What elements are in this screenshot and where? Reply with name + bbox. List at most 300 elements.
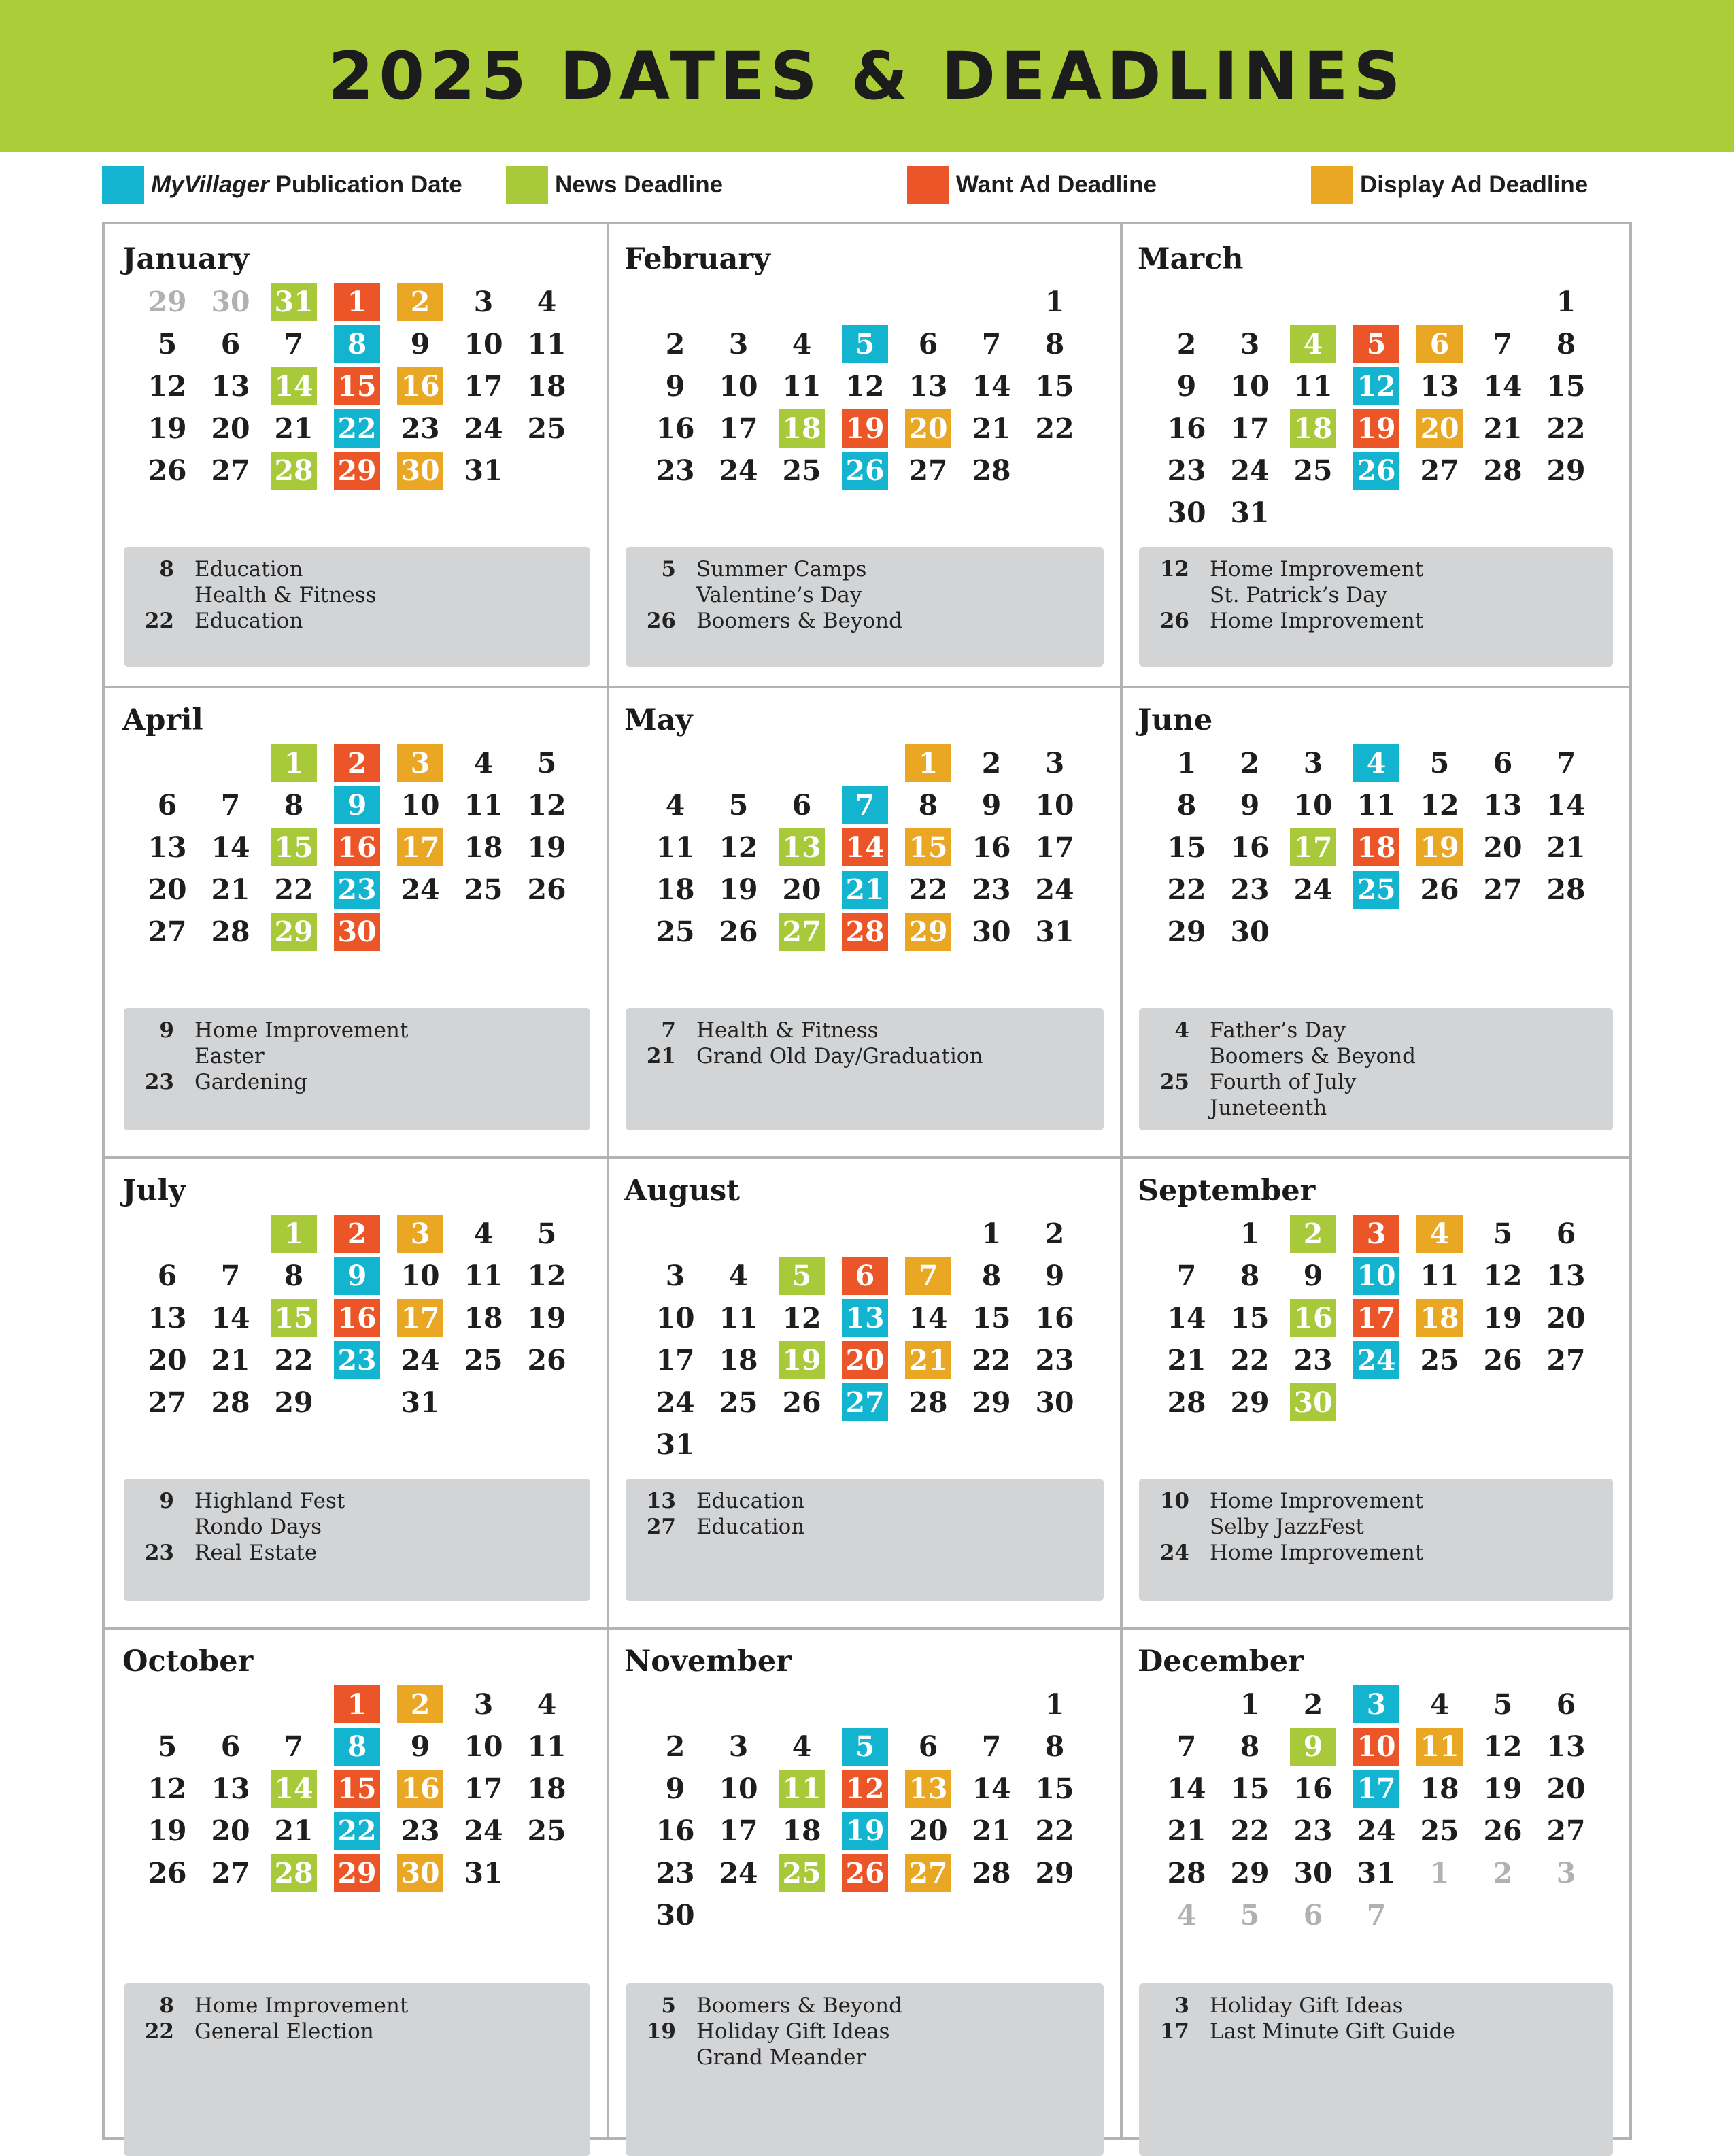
day-cell: 9 bbox=[410, 328, 430, 360]
day-cell: 26 bbox=[1483, 1344, 1523, 1377]
day-cell: 21 bbox=[972, 1815, 1011, 1847]
day-cell: 26 bbox=[1420, 873, 1459, 906]
day-display-date: 1 bbox=[905, 744, 951, 782]
note-row bbox=[1139, 1017, 1613, 1043]
day-cell: 14 bbox=[972, 370, 1011, 403]
note-text: Boomers & Beyond bbox=[696, 609, 902, 633]
day-display-date: 7 bbox=[905, 1257, 951, 1295]
day-cell: 3 bbox=[1303, 747, 1323, 779]
day-cell: 7 bbox=[981, 1730, 1002, 1763]
day-news-date: 27 bbox=[779, 913, 825, 951]
day-cell: 4 bbox=[537, 286, 557, 318]
day-pub-date: 12 bbox=[1353, 367, 1399, 405]
day-cell: 5 bbox=[537, 747, 557, 779]
day-cell: 23 bbox=[1293, 1815, 1333, 1847]
day-cell: 21 bbox=[274, 412, 313, 445]
day-display-date: 19 bbox=[1416, 828, 1463, 866]
day-display-date: 27 bbox=[905, 1854, 951, 1892]
day-news-date: 18 bbox=[779, 409, 825, 448]
legend-swatch bbox=[506, 166, 548, 204]
legend-swatch bbox=[102, 166, 144, 204]
day-cell: 20 bbox=[148, 873, 187, 906]
day-cell: 21 bbox=[972, 412, 1011, 445]
day-cell: 20 bbox=[211, 1815, 250, 1847]
day-cell: 25 bbox=[527, 1815, 566, 1847]
day-news-date: 1 bbox=[271, 744, 317, 782]
day-cell: 23 bbox=[1167, 454, 1206, 487]
month-name: March bbox=[1138, 242, 1244, 276]
day-cell: 31 bbox=[464, 1857, 503, 1889]
day-cell: 26 bbox=[527, 873, 566, 906]
day-cell: 8 bbox=[1556, 328, 1576, 360]
day-cell: 1 bbox=[1556, 286, 1576, 318]
legend-swatch bbox=[907, 166, 949, 204]
day-cell: 16 bbox=[656, 1815, 695, 1847]
day-pub-date: 5 bbox=[842, 1728, 888, 1766]
day-cell: 8 bbox=[1176, 789, 1197, 822]
note-text: Grand Old Day/Graduation bbox=[696, 1044, 983, 1068]
day-cell: 18 bbox=[719, 1344, 758, 1377]
month-name: September bbox=[1138, 1174, 1316, 1208]
day-pub-date: 4 bbox=[1353, 744, 1399, 782]
day-cell: 3 bbox=[473, 1688, 494, 1721]
day-cell: 24 bbox=[1035, 873, 1074, 906]
day-news-date: 13 bbox=[779, 828, 825, 866]
day-cell: 17 bbox=[464, 1772, 503, 1805]
day-cell: 5 bbox=[1493, 1688, 1513, 1721]
day-cell: 29 bbox=[972, 1386, 1011, 1419]
day-cell: 23 bbox=[972, 873, 1011, 906]
day-pub-date: 23 bbox=[334, 871, 380, 909]
day-cell: 29 bbox=[1230, 1857, 1270, 1889]
day-pub-date: 8 bbox=[334, 325, 380, 363]
day-cell: 22 bbox=[274, 1344, 313, 1377]
day-cell: 24 bbox=[401, 873, 440, 906]
day-cell: 3 bbox=[728, 328, 749, 360]
day-want-date: 15 bbox=[334, 367, 380, 405]
day-cell: 1 bbox=[1240, 1217, 1260, 1250]
legend-label: Want Ad Deadline bbox=[956, 171, 1157, 198]
day-cell: 23 bbox=[656, 454, 695, 487]
note-row bbox=[124, 2019, 590, 2044]
note-text: Highland Fest bbox=[194, 1489, 345, 1513]
day-cell: 21 bbox=[1167, 1344, 1206, 1377]
day-cell: 6 bbox=[220, 1730, 241, 1763]
day-pub-date: 27 bbox=[842, 1383, 888, 1421]
day-news-date: 4 bbox=[1290, 325, 1336, 363]
note-day: 8 bbox=[159, 557, 174, 582]
day-cell: 28 bbox=[1546, 873, 1586, 906]
day-news-date: 15 bbox=[271, 1299, 317, 1337]
day-cell: 9 bbox=[1303, 1260, 1323, 1292]
special-sections-notes bbox=[1139, 1983, 1613, 2156]
day-cell: 10 bbox=[719, 1772, 758, 1805]
note-row bbox=[1139, 1069, 1613, 1095]
day-cell: 26 bbox=[719, 915, 758, 948]
day-cell: 18 bbox=[527, 1772, 566, 1805]
day-cell: 2 bbox=[1044, 1217, 1065, 1250]
note-day bbox=[1139, 582, 1210, 608]
special-sections-notes bbox=[124, 1479, 590, 1601]
day-cell: 14 bbox=[1167, 1302, 1206, 1334]
month-september bbox=[1123, 1159, 1629, 1627]
day-cell: 19 bbox=[527, 1302, 566, 1334]
day-display-date: 17 bbox=[397, 1299, 443, 1337]
day-cell: 9 bbox=[665, 370, 685, 403]
day-news-date: 1 bbox=[271, 1215, 317, 1253]
day-cell: 13 bbox=[211, 370, 250, 403]
day-cell: 10 bbox=[719, 370, 758, 403]
month-name: July bbox=[122, 1174, 186, 1208]
day-cell: 1 bbox=[981, 1217, 1002, 1250]
day-cell: 10 bbox=[656, 1302, 695, 1334]
day-news-date: 14 bbox=[271, 367, 317, 405]
day-cell: 22 bbox=[1035, 1815, 1074, 1847]
note-row bbox=[626, 608, 1104, 634]
day-cell: 11 bbox=[1357, 789, 1396, 822]
day-cell: 16 bbox=[1230, 831, 1270, 864]
day-cell: 11 bbox=[1420, 1260, 1459, 1292]
day-want-date: 30 bbox=[334, 913, 380, 951]
day-cell: 30 bbox=[1035, 1386, 1074, 1419]
note-row bbox=[626, 556, 1104, 582]
day-cell: 17 bbox=[719, 1815, 758, 1847]
note-day: 13 bbox=[646, 1489, 676, 1513]
day-cell: 27 bbox=[1483, 873, 1523, 906]
day-cell: 24 bbox=[656, 1386, 695, 1419]
note-row bbox=[1139, 608, 1613, 634]
note-day: 23 bbox=[144, 1540, 174, 1565]
month-june bbox=[1123, 688, 1629, 1156]
day-cell: 29 bbox=[1230, 1386, 1270, 1419]
day-cell: 5 bbox=[728, 789, 749, 822]
day-cell: 22 bbox=[1035, 412, 1074, 445]
day-cell: 23 bbox=[1230, 873, 1270, 906]
day-cell: 7 bbox=[284, 328, 304, 360]
day-want-date: 26 bbox=[842, 1854, 888, 1892]
day-want-date: 20 bbox=[842, 1341, 888, 1379]
day-cell: 28 bbox=[1167, 1386, 1206, 1419]
day-cell: 24 bbox=[401, 1344, 440, 1377]
day-news-date: 11 bbox=[779, 1770, 825, 1808]
day-pub-date: 10 bbox=[1353, 1257, 1399, 1295]
day-cell: 19 bbox=[1483, 1302, 1523, 1334]
day-cell: 3 bbox=[1044, 747, 1065, 779]
day-cell: 11 bbox=[782, 370, 821, 403]
day-cell: 4 bbox=[665, 789, 685, 822]
day-cell: 30 bbox=[211, 286, 250, 318]
day-pub-date: 25 bbox=[1353, 871, 1399, 909]
day-cell: 27 bbox=[211, 454, 250, 487]
month-name: November bbox=[624, 1645, 792, 1679]
day-cell: 25 bbox=[527, 412, 566, 445]
note-text: Health & Fitness bbox=[696, 1018, 879, 1043]
month-name: October bbox=[122, 1645, 254, 1679]
day-cell: 18 bbox=[782, 1815, 821, 1847]
day-cell: 24 bbox=[1357, 1815, 1396, 1847]
day-cell: 2 bbox=[1303, 1688, 1323, 1721]
day-pub-date: 21 bbox=[842, 871, 888, 909]
day-want-date: 1 bbox=[334, 1685, 380, 1723]
day-display-date: 11 bbox=[1416, 1728, 1463, 1766]
day-cell: 8 bbox=[1044, 328, 1065, 360]
day-pub-date: 23 bbox=[334, 1341, 380, 1379]
day-pub-date: 19 bbox=[842, 1812, 888, 1850]
day-cell: 16 bbox=[1293, 1772, 1333, 1805]
day-pub-date: 7 bbox=[842, 786, 888, 824]
special-sections-notes bbox=[626, 547, 1104, 667]
day-cell: 11 bbox=[527, 328, 566, 360]
day-cell: 21 bbox=[274, 1815, 313, 1847]
day-cell: 7 bbox=[1176, 1730, 1197, 1763]
calendar-grid bbox=[102, 222, 1632, 2140]
day-cell: 20 bbox=[1546, 1302, 1586, 1334]
day-cell: 29 bbox=[1035, 1857, 1074, 1889]
note-row bbox=[626, 2019, 1104, 2044]
special-sections-notes bbox=[124, 547, 590, 667]
day-display-date: 15 bbox=[905, 828, 951, 866]
day-display-date: 6 bbox=[1416, 325, 1463, 363]
day-cell: 14 bbox=[211, 1302, 250, 1334]
day-display-date: 20 bbox=[1416, 409, 1463, 448]
note-text: Holiday Gift Ideas bbox=[696, 2019, 890, 2044]
note-text: Father’s Day bbox=[1210, 1018, 1346, 1043]
special-sections-notes bbox=[1139, 547, 1613, 667]
day-pub-date: 22 bbox=[334, 409, 380, 448]
day-cell: 20 bbox=[148, 1344, 187, 1377]
note-text: Health & Fitness bbox=[194, 583, 377, 607]
day-cell: 14 bbox=[1483, 370, 1523, 403]
day-cell: 27 bbox=[1546, 1344, 1586, 1377]
day-cell: 29 bbox=[148, 286, 187, 318]
note-day: 24 bbox=[1159, 1540, 1189, 1565]
day-cell: 1 bbox=[1240, 1688, 1260, 1721]
day-cell: 7 bbox=[1556, 747, 1576, 779]
month-december bbox=[1123, 1630, 1629, 2137]
day-pub-date: 5 bbox=[842, 325, 888, 363]
note-row bbox=[626, 2044, 1104, 2070]
day-cell: 6 bbox=[220, 328, 241, 360]
note-row bbox=[124, 1017, 590, 1043]
note-day: 26 bbox=[1159, 609, 1189, 633]
day-cell: 28 bbox=[908, 1386, 948, 1419]
note-day: 22 bbox=[144, 609, 174, 633]
note-text: Home Improvement bbox=[1210, 557, 1424, 582]
day-display-date: 21 bbox=[905, 1341, 951, 1379]
day-cell: 24 bbox=[464, 412, 503, 445]
note-row bbox=[626, 1993, 1104, 2019]
month-october bbox=[107, 1630, 607, 2137]
note-day: 22 bbox=[144, 2019, 174, 2044]
day-cell: 3 bbox=[1240, 328, 1260, 360]
day-cell: 11 bbox=[464, 789, 503, 822]
note-row bbox=[626, 1488, 1104, 1514]
day-cell: 18 bbox=[464, 831, 503, 864]
day-cell: 5 bbox=[1493, 1217, 1513, 1250]
day-news-date: 29 bbox=[271, 913, 317, 951]
day-cell: 31 bbox=[401, 1386, 440, 1419]
note-text: St. Patrick’s Day bbox=[1210, 583, 1388, 607]
note-text: Boomers & Beyond bbox=[696, 1993, 902, 2018]
day-cell: 5 bbox=[157, 1730, 177, 1763]
day-cell: 16 bbox=[1167, 412, 1206, 445]
note-day: 9 bbox=[159, 1018, 174, 1043]
day-cell: 24 bbox=[719, 1857, 758, 1889]
day-cell: 22 bbox=[1546, 412, 1586, 445]
day-cell: 14 bbox=[211, 831, 250, 864]
legend-item-want bbox=[907, 166, 1157, 204]
day-cell: 15 bbox=[1230, 1302, 1270, 1334]
day-cell: 9 bbox=[410, 1730, 430, 1763]
day-news-date: 14 bbox=[271, 1770, 317, 1808]
note-day: 21 bbox=[646, 1044, 676, 1068]
month-february bbox=[609, 227, 1120, 686]
day-cell: 2 bbox=[665, 1730, 685, 1763]
day-cell: 6 bbox=[1556, 1217, 1576, 1250]
day-cell: 28 bbox=[1483, 454, 1523, 487]
day-cell: 21 bbox=[1546, 831, 1586, 864]
day-cell: 8 bbox=[1240, 1260, 1260, 1292]
note-row bbox=[1139, 1095, 1613, 1121]
day-cell: 13 bbox=[1546, 1730, 1586, 1763]
day-cell: 30 bbox=[1293, 1857, 1333, 1889]
day-cell: 8 bbox=[918, 789, 938, 822]
day-cell: 9 bbox=[665, 1772, 685, 1805]
day-cell: 30 bbox=[972, 915, 1011, 948]
day-cell: 13 bbox=[908, 370, 948, 403]
day-cell: 1 bbox=[1044, 286, 1065, 318]
day-cell: 10 bbox=[464, 1730, 503, 1763]
day-cell: 2 bbox=[1240, 747, 1260, 779]
note-day: 9 bbox=[159, 1489, 174, 1513]
day-cell: 1 bbox=[1429, 1857, 1450, 1889]
note-row bbox=[1139, 1540, 1613, 1566]
legend-item-display bbox=[1311, 166, 1588, 204]
day-want-date: 3 bbox=[1353, 1215, 1399, 1253]
note-day: 7 bbox=[661, 1018, 676, 1043]
note-text: Education bbox=[696, 1489, 805, 1513]
day-cell: 20 bbox=[782, 873, 821, 906]
special-sections-notes bbox=[124, 1983, 590, 2156]
month-july bbox=[107, 1159, 607, 1627]
note-row bbox=[124, 1540, 590, 1566]
day-cell: 25 bbox=[656, 915, 695, 948]
day-cell: 14 bbox=[1546, 789, 1586, 822]
day-cell: 7 bbox=[1176, 1260, 1197, 1292]
day-cell: 25 bbox=[1420, 1344, 1459, 1377]
special-sections-notes bbox=[626, 1008, 1104, 1130]
month-name: May bbox=[624, 703, 693, 737]
note-row bbox=[1139, 1043, 1613, 1069]
note-row bbox=[124, 1069, 590, 1095]
month-may bbox=[609, 688, 1120, 1156]
day-pub-date: 8 bbox=[334, 1728, 380, 1766]
note-day: 8 bbox=[159, 1993, 174, 2018]
day-cell: 5 bbox=[1429, 747, 1450, 779]
day-cell: 10 bbox=[1035, 789, 1074, 822]
day-cell: 13 bbox=[1483, 789, 1523, 822]
note-text: Easter bbox=[194, 1044, 265, 1068]
note-row bbox=[124, 582, 590, 608]
day-display-date: 30 bbox=[397, 452, 443, 490]
note-text: Valentine’s Day bbox=[696, 583, 862, 607]
day-cell: 4 bbox=[537, 1688, 557, 1721]
note-row bbox=[1139, 1514, 1613, 1540]
day-cell: 26 bbox=[782, 1386, 821, 1419]
day-cell: 24 bbox=[1293, 873, 1333, 906]
note-day bbox=[1139, 1043, 1210, 1069]
note-row bbox=[1139, 2019, 1613, 2044]
day-pub-date: 26 bbox=[842, 452, 888, 490]
day-cell: 29 bbox=[1546, 454, 1586, 487]
day-cell: 19 bbox=[1483, 1772, 1523, 1805]
day-cell: 27 bbox=[211, 1857, 250, 1889]
day-cell: 2 bbox=[1176, 328, 1197, 360]
day-cell: 20 bbox=[211, 412, 250, 445]
day-cell: 1 bbox=[1044, 1688, 1065, 1721]
note-text: Education bbox=[696, 1515, 805, 1539]
note-text: Juneteenth bbox=[1210, 1096, 1327, 1120]
note-day: 26 bbox=[646, 609, 676, 633]
day-cell: 7 bbox=[1366, 1899, 1387, 1932]
day-cell: 21 bbox=[1483, 412, 1523, 445]
day-news-date: 19 bbox=[779, 1341, 825, 1379]
day-cell: 4 bbox=[473, 1217, 494, 1250]
day-cell: 19 bbox=[719, 873, 758, 906]
day-cell: 7 bbox=[220, 789, 241, 822]
day-cell: 15 bbox=[1230, 1772, 1270, 1805]
day-pub-date: 9 bbox=[334, 1257, 380, 1295]
day-news-date: 25 bbox=[779, 1854, 825, 1892]
day-cell: 8 bbox=[981, 1260, 1002, 1292]
legend-item-news bbox=[506, 166, 723, 204]
note-day: 19 bbox=[646, 2019, 676, 2044]
day-pub-date: 3 bbox=[1353, 1685, 1399, 1723]
day-display-date: 16 bbox=[397, 1770, 443, 1808]
day-cell: 30 bbox=[1167, 496, 1206, 529]
day-cell: 6 bbox=[792, 789, 812, 822]
day-cell: 15 bbox=[1035, 1772, 1074, 1805]
special-sections-notes bbox=[1139, 1008, 1613, 1130]
day-cell: 8 bbox=[1044, 1730, 1065, 1763]
day-cell: 13 bbox=[148, 1302, 187, 1334]
month-name: August bbox=[624, 1174, 741, 1208]
day-cell: 12 bbox=[845, 370, 885, 403]
day-pub-date: 26 bbox=[1353, 452, 1399, 490]
note-day: 12 bbox=[1159, 557, 1189, 582]
day-cell: 25 bbox=[782, 454, 821, 487]
page-title: 2025 DATES & DEADLINES bbox=[328, 38, 1406, 114]
day-display-date: 30 bbox=[397, 1854, 443, 1892]
note-row bbox=[124, 556, 590, 582]
day-cell: 19 bbox=[527, 831, 566, 864]
day-news-date: 28 bbox=[271, 1854, 317, 1892]
day-display-date: 2 bbox=[397, 1685, 443, 1723]
day-news-date: 5 bbox=[779, 1257, 825, 1295]
day-cell: 3 bbox=[1556, 1857, 1576, 1889]
note-day bbox=[1139, 1095, 1210, 1121]
note-day: 10 bbox=[1159, 1489, 1189, 1513]
day-cell: 22 bbox=[908, 873, 948, 906]
day-cell: 28 bbox=[211, 1386, 250, 1419]
day-cell: 14 bbox=[1167, 1772, 1206, 1805]
month-march bbox=[1123, 227, 1629, 686]
day-cell: 12 bbox=[527, 1260, 566, 1292]
day-cell: 27 bbox=[148, 915, 187, 948]
day-cell: 11 bbox=[719, 1302, 758, 1334]
special-sections-notes bbox=[626, 1479, 1104, 1601]
note-text: Fourth of July bbox=[1210, 1070, 1357, 1094]
